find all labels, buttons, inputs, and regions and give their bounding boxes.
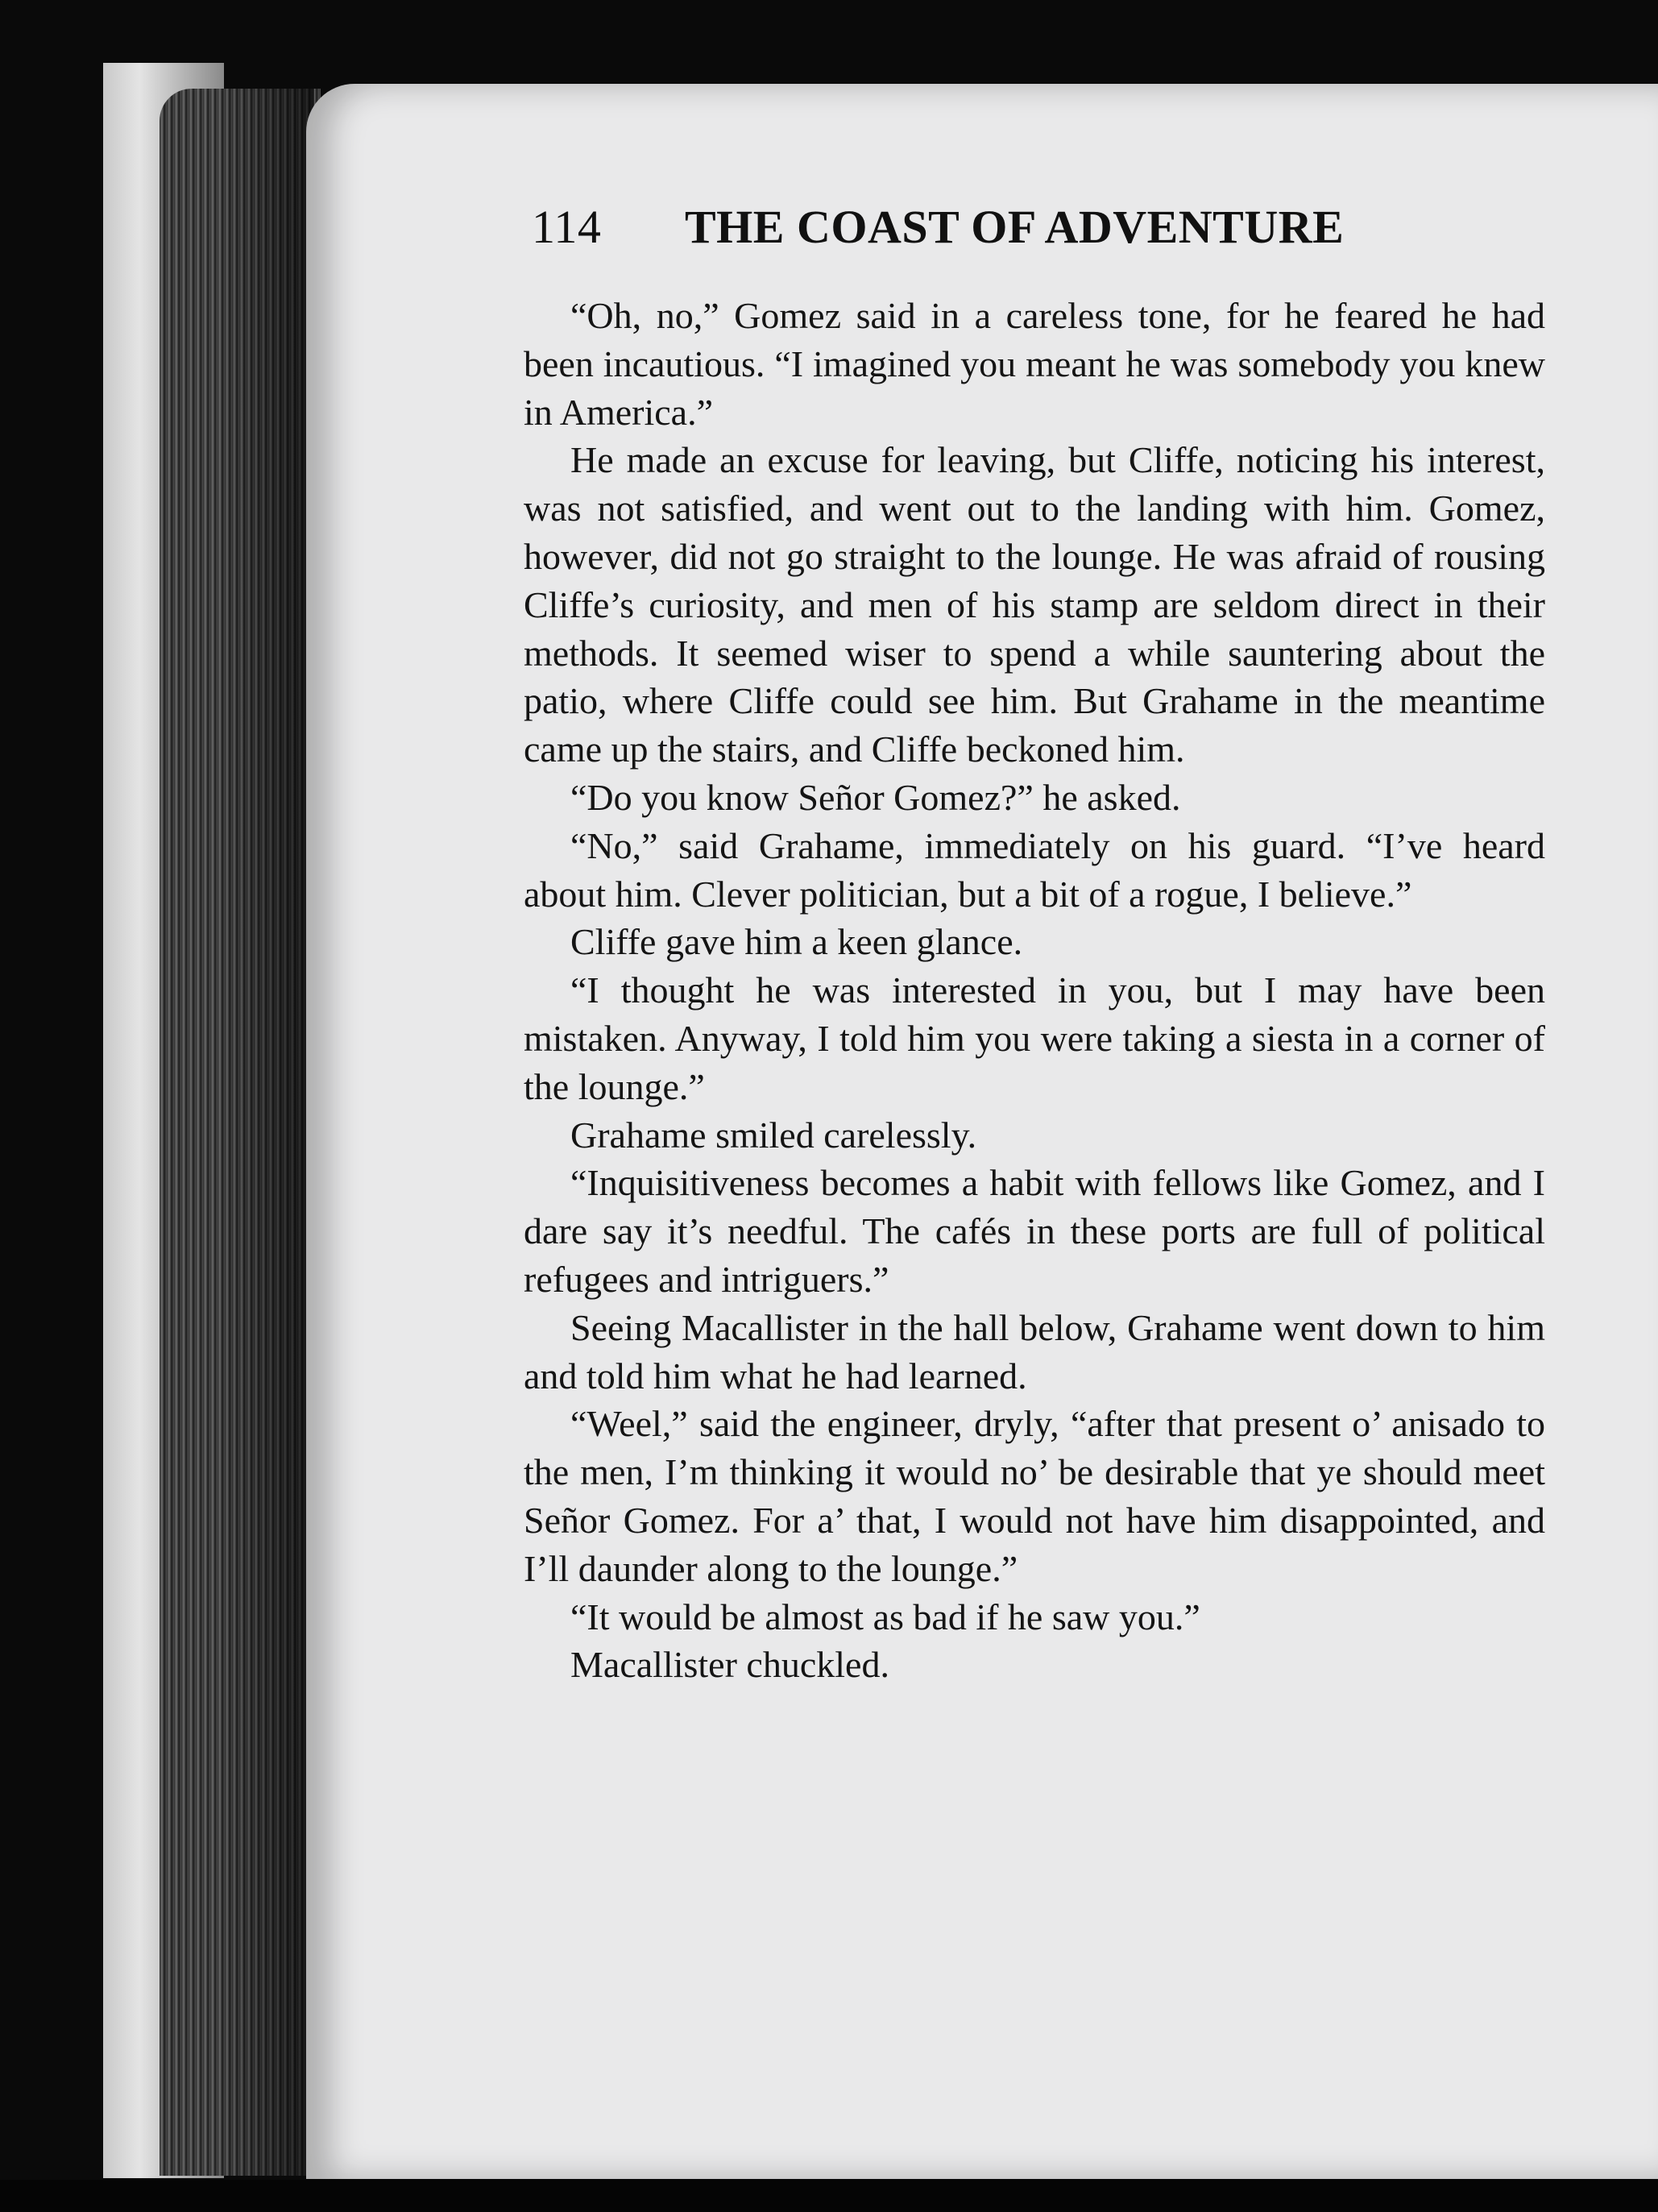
paragraph: He made an excuse for leaving, but Cliffe, noticing his interest, was not satisfied, and went out to the landing with him. Gomez, however, did not go straight to the lounge. He was afraid of rousing Cliffe’s curiosity, and men of his stamp are seldom direct in their methods. It seemed wiser to spend a while sauntering about the patio, where Cliffe could see him. But Grahame in the meantime came up the stairs, and Cliffe beckoned him.: [524, 439, 1545, 770]
paragraph: Grahame smiled carelessly.: [570, 1114, 977, 1156]
page-number: 114: [532, 201, 602, 253]
scan-bottom-border: [0, 2180, 1658, 2212]
paragraph: “Oh, no,” Gomez said in a careless tone, for he feared he had been incautious. “I imagined you meant he was somebody you knew in America.”: [524, 295, 1545, 433]
gutter-shadow: [218, 89, 314, 2176]
running-header: [532, 200, 1410, 256]
paragraph: “No,” said Grahame, immediately on his guard. “I’ve heard about him. Clever politician, but a bit of a rogue, I believe.”: [524, 824, 1545, 915]
paragraph: “Do you know Señor Gomez?” he asked.: [570, 776, 1181, 818]
paragraph: Cliffe gave him a keen glance.: [570, 921, 1023, 963]
paragraph: Macallister chuckled.: [570, 1644, 889, 1686]
running-title: THE COAST OF ADVENTURE: [685, 201, 1345, 253]
paragraph: “I thought he was interested in you, but I may have been mistaken. Anyway, I told him you were taking a siesta in a corner of the lounge.”: [524, 969, 1545, 1107]
paragraph: “It would be almost as bad if he saw you.”: [570, 1596, 1200, 1637]
paragraph: Seeing Macallister in the hall below, Grahame went down to him and told him what he had learned.: [524, 1306, 1545, 1397]
paragraph: “Weel,” said the engineer, dryly, “after that present o’ anisado to the men, I’m thinking it would no’ be desirable that ye should meet Señor Gomez. For a’ that, I would not have him disappointed, and I’ll daunder along to the lounge.”: [524, 1403, 1545, 1589]
paragraph: “Inquisitiveness becomes a habit with fellows like Gomez, and I dare say it’s needful. The cafés in these ports are full of political refugees and intriguers.”: [524, 1162, 1545, 1300]
body-text: [524, 292, 1545, 1689]
